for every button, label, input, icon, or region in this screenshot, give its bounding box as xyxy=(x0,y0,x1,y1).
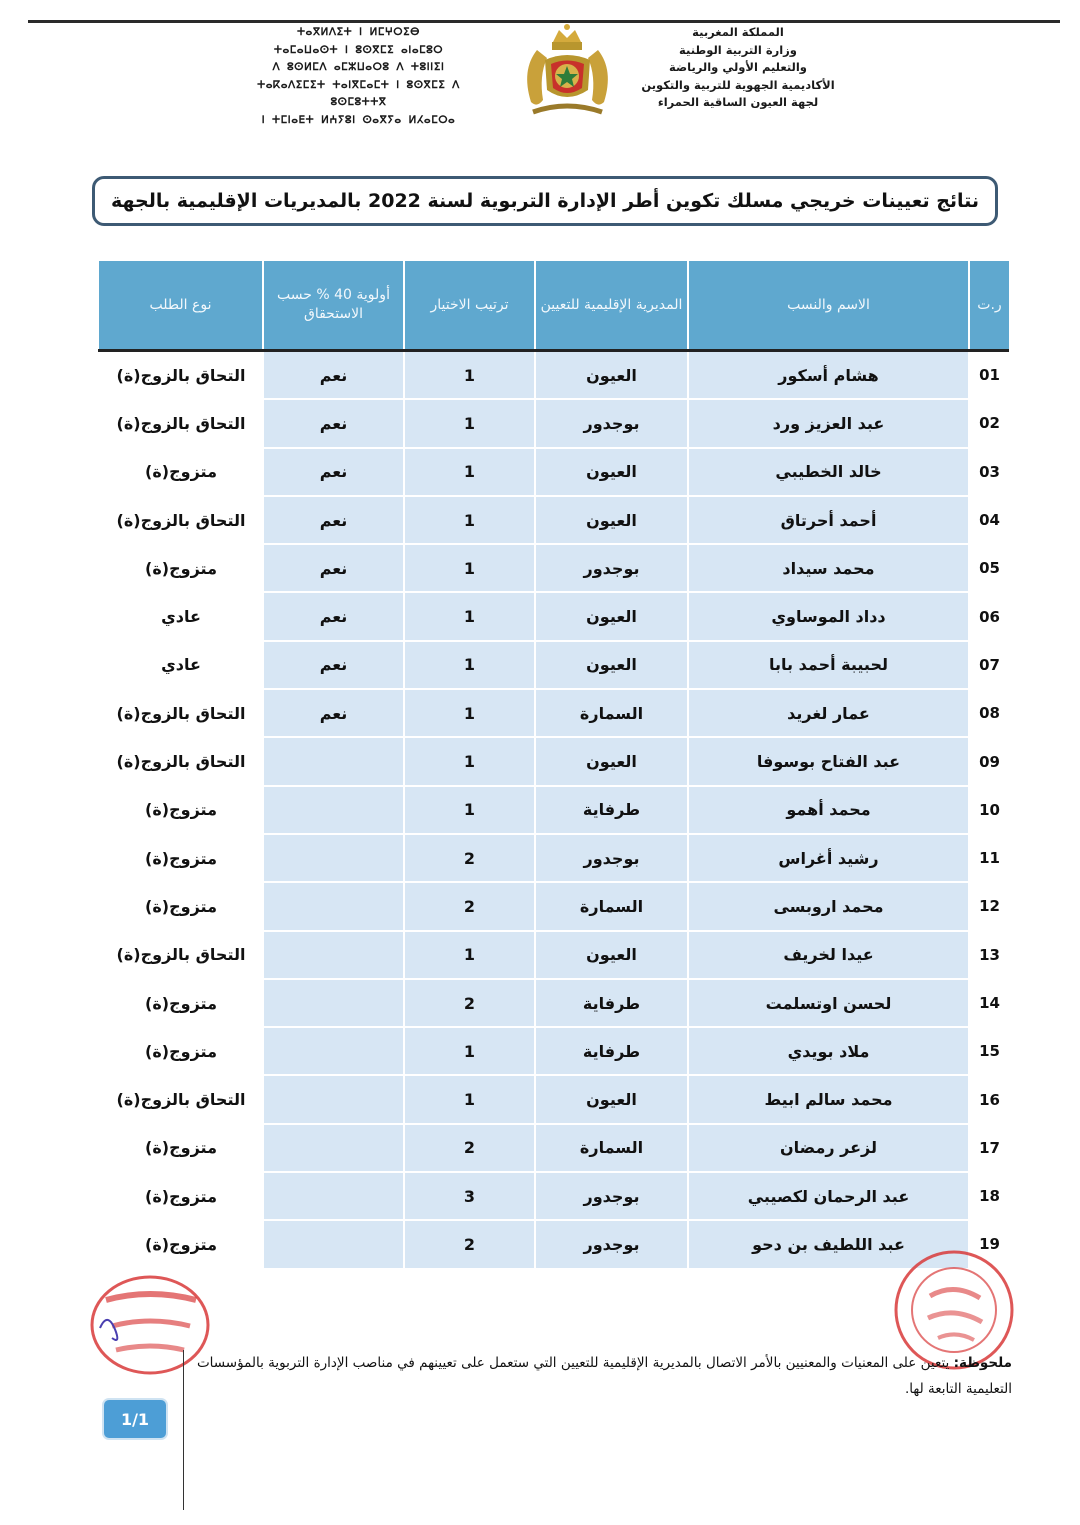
cell-type: متزوج(ة) xyxy=(99,544,263,592)
cell-rank: 1 xyxy=(404,931,535,979)
cell-priority: نعم xyxy=(263,592,404,640)
cell-name: دداد الموساوي xyxy=(688,592,969,640)
cell-type: التحاق بالزوج(ة) xyxy=(99,496,263,544)
cell-num: 17 xyxy=(969,1124,1009,1172)
table-row xyxy=(99,689,1009,737)
note-text: يتعين على المعنيات والمعنيين بالأمر الاتصال بالمديرية الإقليمية للتعيين التي ستعمل على تعيينهم في مناصب الإدارة التربوية بالمؤسسات التعليمية التابعة لها. xyxy=(196,1355,1012,1397)
cell-num: 05 xyxy=(969,544,1009,592)
cell-directorate: طرفاية xyxy=(535,979,688,1027)
cell-rank: 1 xyxy=(404,399,535,447)
note-label: ملحوظة: xyxy=(953,1355,1012,1371)
cell-directorate: العيون xyxy=(535,737,688,785)
header-tifinagh-line: ⵜⴰⴽⴰⴷⵉⵎⵉⵜ ⵜⴰⵏⴳⵎⴰⵎⵜ ⵏ ⵓⵙⴳⵎⵉ ⴷ ⵓⵙⵎⵓⵜⵜⴳ xyxy=(257,78,460,108)
cell-priority: نعم xyxy=(263,496,404,544)
cell-type: متزوج(ة) xyxy=(99,979,263,1027)
cell-num: 16 xyxy=(969,1075,1009,1123)
header-tifinagh-line: ⵏ ⵜⵎⵏⴰⴹⵜ ⵍⵄⵢⵓⵏ ⵙⴰⴳⵢⴰ ⵍⵃⴰⵎⵔⴰ xyxy=(261,113,456,126)
cell-directorate: العيون xyxy=(535,931,688,979)
cell-priority xyxy=(263,1124,404,1172)
header-tifinagh-line: ⵜⴰⵎⴰⵡⴰⵙⵜ ⵏ ⵓⵙⴳⵎⵉ ⴰⵏⴰⵎⵓⵔ xyxy=(273,43,444,56)
coat-of-arms-icon xyxy=(515,20,620,116)
cell-num: 07 xyxy=(969,641,1009,689)
cell-type: متزوج(ة) xyxy=(99,1172,263,1220)
cell-priority xyxy=(263,1172,404,1220)
header-arabic-line: وزارة التربية الوطنية xyxy=(679,42,797,57)
col-header-rank: ترتيب الاختيار xyxy=(404,261,535,351)
cell-num: 08 xyxy=(969,689,1009,737)
col-header-type: نوع الطلب xyxy=(99,261,263,351)
cell-directorate: العيون xyxy=(535,448,688,496)
cell-num: 18 xyxy=(969,1172,1009,1220)
cell-directorate: طرفاية xyxy=(535,786,688,834)
cell-rank: 1 xyxy=(404,786,535,834)
cell-num: 15 xyxy=(969,1027,1009,1075)
cell-type: متزوج(ة) xyxy=(99,1124,263,1172)
results-table xyxy=(98,261,1009,1270)
cell-rank: 1 xyxy=(404,1075,535,1123)
table-row xyxy=(99,592,1009,640)
cell-rank: 1 xyxy=(404,351,535,400)
table-row xyxy=(99,496,1009,544)
cell-priority: نعم xyxy=(263,641,404,689)
cell-num: 10 xyxy=(969,786,1009,834)
cell-rank: 2 xyxy=(404,834,535,882)
cell-num: 19 xyxy=(969,1220,1009,1268)
cell-name: ملاد بويدي xyxy=(688,1027,969,1075)
cell-rank: 2 xyxy=(404,882,535,930)
table-row xyxy=(99,1027,1009,1075)
cell-num: 04 xyxy=(969,496,1009,544)
cell-num: 09 xyxy=(969,737,1009,785)
cell-priority xyxy=(263,979,404,1027)
page-number-badge: 1/1 xyxy=(104,1400,166,1438)
cell-rank: 1 xyxy=(404,689,535,737)
table-row xyxy=(99,737,1009,785)
cell-name: عبد الرحمان لكصيبي xyxy=(688,1172,969,1220)
cell-rank: 3 xyxy=(404,1172,535,1220)
col-header-name: الاسم والنسب xyxy=(688,261,969,351)
table-row xyxy=(99,786,1009,834)
cell-directorate: طرفاية xyxy=(535,1027,688,1075)
cell-directorate: السمارة xyxy=(535,1124,688,1172)
cell-name: محمد سالم ابيط xyxy=(688,1075,969,1123)
cell-type: متزوج(ة) xyxy=(99,834,263,882)
table-row xyxy=(99,882,1009,930)
cell-type: التحاق بالزوج(ة) xyxy=(99,1075,263,1123)
cell-priority: نعم xyxy=(263,544,404,592)
table-header-row xyxy=(99,261,1009,351)
cell-priority xyxy=(263,1220,404,1268)
cell-rank: 2 xyxy=(404,1124,535,1172)
header-tifinagh-line: ⴷ ⵓⵙⵍⵎⴷ ⴰⵎⵣⵡⴰⵔⵓ ⴷ ⵜⵓⵏⵏⵉⵏ xyxy=(272,61,445,73)
cell-num: 12 xyxy=(969,882,1009,930)
header-arabic-line: والتعليم الأولي والرياضة xyxy=(669,60,807,74)
cell-priority xyxy=(263,1027,404,1075)
cell-num: 02 xyxy=(969,399,1009,447)
table-row xyxy=(99,1075,1009,1123)
cell-rank: 1 xyxy=(404,448,535,496)
table-row xyxy=(99,351,1009,400)
table-row xyxy=(99,979,1009,1027)
cell-rank: 1 xyxy=(404,592,535,640)
cell-type: التحاق بالزوج(ة) xyxy=(99,689,263,737)
cell-type: عادي xyxy=(99,592,263,640)
cell-num: 14 xyxy=(969,979,1009,1027)
header-arabic-line: لجهة العيون الساقية الحمراء xyxy=(657,95,819,109)
cell-rank: 1 xyxy=(404,544,535,592)
cell-num: 01 xyxy=(969,351,1009,400)
table-row xyxy=(99,1172,1009,1220)
cell-priority xyxy=(263,882,404,930)
cell-name: لحبيبة أحمد بابا xyxy=(688,641,969,689)
cell-directorate: السمارة xyxy=(535,689,688,737)
cell-name: هشام أسكور xyxy=(688,351,969,400)
cell-name: عيدا لخريف xyxy=(688,931,969,979)
cell-directorate: السمارة xyxy=(535,882,688,930)
cell-priority xyxy=(263,834,404,882)
table-row xyxy=(99,641,1009,689)
cell-directorate: العيون xyxy=(535,592,688,640)
cell-rank: 1 xyxy=(404,737,535,785)
col-header-priority: أولوية 40 % حسب الاستحقاق xyxy=(263,261,404,351)
header-arabic-line: الأكاديمية الجهوية للتربية والتكوين xyxy=(641,77,835,92)
cell-priority: نعم xyxy=(263,399,404,447)
cell-name: عبد اللطيف بن دحو xyxy=(688,1220,969,1268)
cell-num: 06 xyxy=(969,592,1009,640)
cell-directorate: بوجدور xyxy=(535,399,688,447)
cell-num: 03 xyxy=(969,448,1009,496)
cell-directorate: العيون xyxy=(535,496,688,544)
col-header-directorate: المديرية الإقليمية للتعيين xyxy=(535,261,688,351)
cell-type: متزوج(ة) xyxy=(99,786,263,834)
cell-type: التحاق بالزوج(ة) xyxy=(99,931,263,979)
cell-num: 13 xyxy=(969,931,1009,979)
cell-directorate: العيون xyxy=(535,351,688,400)
cell-priority: نعم xyxy=(263,351,404,400)
cell-priority: نعم xyxy=(263,448,404,496)
header-tifinagh xyxy=(236,24,481,129)
cell-rank: 2 xyxy=(404,979,535,1027)
header-tifinagh-line: ⵜⴰⴳⵍⴷⵉⵜ ⵏ ⵍⵎⵖⵔⵉⴱ xyxy=(296,26,421,38)
note xyxy=(170,1350,1012,1402)
cell-name: عمار لغريد xyxy=(688,689,969,737)
header-arabic xyxy=(628,24,848,112)
table-row xyxy=(99,1124,1009,1172)
cell-directorate: بوجدور xyxy=(535,1172,688,1220)
cell-priority xyxy=(263,737,404,785)
table-row xyxy=(99,544,1009,592)
cell-type: متزوج(ة) xyxy=(99,1220,263,1268)
cell-name: خالد الخطيبي xyxy=(688,448,969,496)
cell-rank: 2 xyxy=(404,1220,535,1268)
cell-rank: 1 xyxy=(404,1027,535,1075)
document-title: نتائج تعيينات خريجي مسلك تكوين أطر الإدارة التربوية لسنة 2022 بالمديريات الإقليمية بالجهة xyxy=(92,176,998,226)
table-row xyxy=(99,399,1009,447)
cell-name: لحسن اوتسلمت xyxy=(688,979,969,1027)
cell-name: لزعر رمضان xyxy=(688,1124,969,1172)
cell-name: محمد سيداد xyxy=(688,544,969,592)
cell-type: التحاق بالزوج(ة) xyxy=(99,737,263,785)
cell-rank: 1 xyxy=(404,641,535,689)
cell-type: متزوج(ة) xyxy=(99,1027,263,1075)
cell-directorate: بوجدور xyxy=(535,834,688,882)
cell-name: عبد العزيز ورد xyxy=(688,399,969,447)
cell-num: 11 xyxy=(969,834,1009,882)
cell-priority: نعم xyxy=(263,689,404,737)
table-row xyxy=(99,931,1009,979)
table-row xyxy=(99,448,1009,496)
cell-type: متزوج(ة) xyxy=(99,448,263,496)
cell-directorate: العيون xyxy=(535,1075,688,1123)
cell-name: رشيد أغراس xyxy=(688,834,969,882)
cell-name: أحمد أحرتاق xyxy=(688,496,969,544)
cell-type: عادي xyxy=(99,641,263,689)
table-row xyxy=(99,1220,1009,1268)
cell-name: محمد اروبسى xyxy=(688,882,969,930)
cell-name: محمد أهمو xyxy=(688,786,969,834)
table-row xyxy=(99,834,1009,882)
cell-type: متزوج(ة) xyxy=(99,882,263,930)
cell-priority xyxy=(263,786,404,834)
cell-directorate: العيون xyxy=(535,641,688,689)
cell-type: التحاق بالزوج(ة) xyxy=(99,399,263,447)
cell-directorate: بوجدور xyxy=(535,544,688,592)
cell-directorate: بوجدور xyxy=(535,1220,688,1268)
cell-name: عبد الفتاح بوسوفا xyxy=(688,737,969,785)
cell-rank: 1 xyxy=(404,496,535,544)
header-arabic-line: المملكة المغربية xyxy=(692,25,784,39)
cell-priority xyxy=(263,931,404,979)
cell-priority xyxy=(263,1075,404,1123)
cell-type: التحاق بالزوج(ة) xyxy=(99,351,263,400)
col-header-num: ر.ت xyxy=(969,261,1009,351)
